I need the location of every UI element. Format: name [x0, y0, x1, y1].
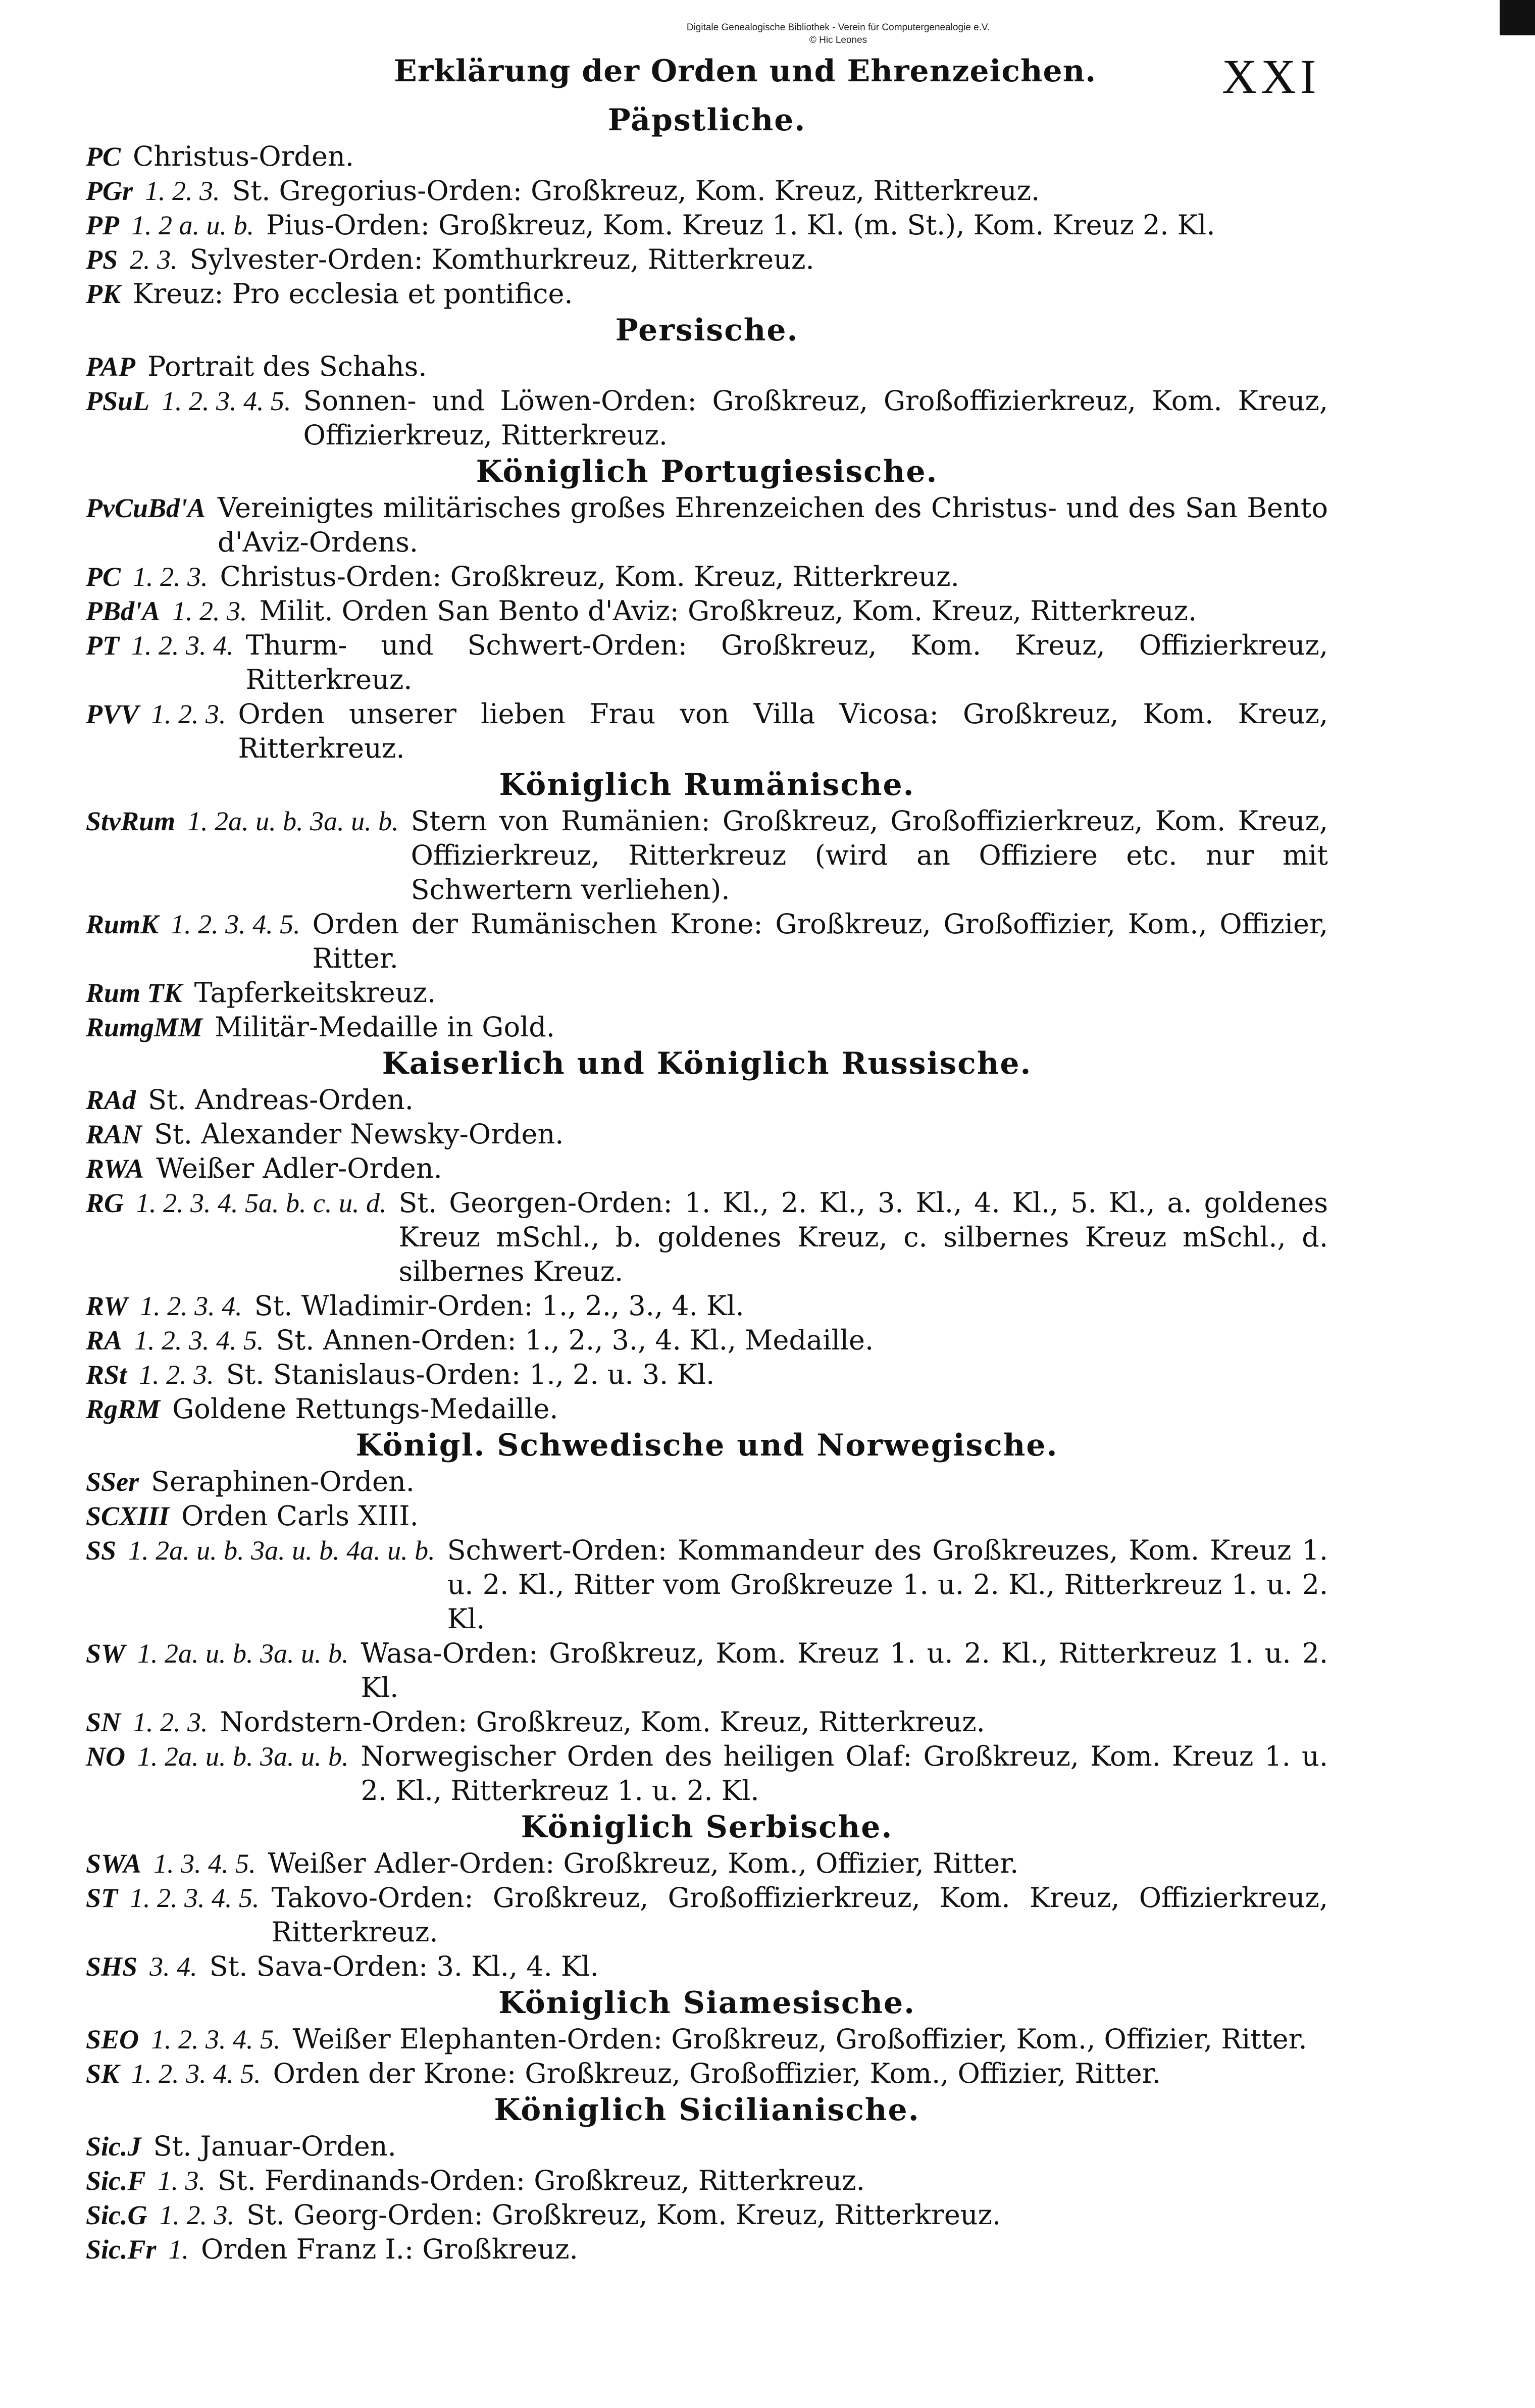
- order-abbreviation: RA: [86, 1325, 123, 1356]
- page-title: Erklärung der Orden und Ehrenzeichen.: [394, 54, 1097, 89]
- order-description: Christus-Orden: Großkreuz, Kom. Kreuz, Ritterkreuz.: [220, 561, 959, 592]
- order-description: St. Georg-Orden: Großkreuz, Kom. Kreuz, Ritterkreuz.: [246, 2199, 1001, 2231]
- order-description: Takovo-Orden: Großkreuz, Großoffizierkreuz, Kom. Kreuz, Offizierkreuz, Ritterkreuz.: [271, 1882, 1328, 1948]
- order-description: St. Annen-Orden: 1., 2., 3., 4. Kl., Medaille.: [276, 1324, 874, 1356]
- order-entry: [86, 1358, 1328, 1392]
- section-heading: Königlich Siamesische.: [498, 1985, 916, 2021]
- section-heading: Königlich Rumänische.: [499, 767, 915, 802]
- order-grades: 1. 2. 3.: [133, 562, 208, 592]
- order-description: Orden Carls XIII.: [181, 1500, 419, 1532]
- order-description: Weißer Adler-Orden: Großkreuz, Kom., Offizier, Ritter.: [268, 1847, 1019, 1879]
- order-description: Militär-Medaille in Gold.: [215, 1011, 555, 1043]
- order-description: Tapferkeitskreuz.: [194, 977, 436, 1009]
- order-description: Weißer Elephanten-Orden: Großkreuz, Großoffizier, Kom., Offizier, Ritter.: [292, 2023, 1307, 2055]
- page-header: [0, 48, 1535, 104]
- order-abbreviation: Rum TK: [86, 978, 182, 1008]
- order-abbreviation: PT: [86, 630, 119, 661]
- order-abbreviation: RAN: [86, 1119, 142, 1149]
- order-entry: [86, 1010, 1328, 1044]
- order-entry: [86, 1739, 1328, 1808]
- order-entry: [86, 804, 1328, 907]
- order-grades: 1. 2. 3. 4. 5.: [162, 386, 291, 416]
- library-watermark: [596, 21, 1081, 46]
- order-grades: 1. 2. 3.: [139, 1360, 214, 1390]
- watermark-line-2: © Hic Leones: [809, 35, 867, 45]
- order-abbreviation: RG: [86, 1188, 124, 1218]
- order-entry: [86, 560, 1328, 594]
- order-description: Portrait des Schahs.: [147, 350, 427, 382]
- order-abbreviation: SWA: [86, 1848, 142, 1879]
- order-entry: [86, 1949, 1328, 1984]
- order-abbreviation: ST: [86, 1883, 118, 1913]
- order-abbreviation: Sic.Fr: [86, 2234, 157, 2265]
- order-description: Seraphinen-Orden.: [151, 1466, 415, 1497]
- watermark-line-1: Digitale Genealogische Bibliothek - Verein für Computergenealogie e.V.: [686, 22, 990, 33]
- section-heading: Kaiserlich und Königlich Russische.: [382, 1046, 1032, 1081]
- order-description: St. Ferdinands-Orden: Großkreuz, Ritterkreuz.: [218, 2165, 865, 2196]
- order-description: Weißer Adler-Orden.: [156, 1152, 442, 1184]
- order-grades: 3. 4.: [149, 1951, 197, 1982]
- order-grades: 1. 2. 3.: [151, 699, 226, 729]
- order-abbreviation: SN: [86, 1707, 121, 1737]
- order-grades: 1. 2. 3. 4.: [140, 1291, 242, 1321]
- order-abbreviation: RAd: [86, 1085, 136, 1115]
- order-grades: 1. 2. 3.: [133, 1707, 208, 1737]
- order-grades: 1. 2. 3. 4.: [131, 630, 234, 661]
- order-entry: [86, 2232, 1328, 2267]
- order-grades: 1. 2. 3.: [159, 2200, 234, 2230]
- order-abbreviation: PK: [86, 279, 121, 309]
- order-abbreviation: StvRum: [86, 806, 176, 836]
- order-grades: 1. 2a. u. b. 3a. u. b.: [137, 1638, 349, 1669]
- order-description: St. Sava-Orden: 3. Kl., 4. Kl.: [209, 1950, 599, 1982]
- order-description: St. Stanislaus-Orden: 1., 2. u. 3. Kl.: [226, 1359, 715, 1390]
- order-abbreviation: RumK: [86, 909, 159, 939]
- order-entry: [86, 1289, 1328, 1323]
- order-entry: [86, 697, 1328, 766]
- order-description: Pius-Orden: Großkreuz, Kom. Kreuz 1. Kl. (m. St.), Kom. Kreuz 2. Kl.: [266, 209, 1215, 241]
- order-abbreviation: RW: [86, 1291, 128, 1321]
- order-abbreviation: RWA: [86, 1153, 144, 1184]
- order-description: Sylvester-Orden: Komthurkreuz, Ritterkreuz.: [189, 243, 814, 275]
- order-grades: 1. 2a. u. b. 3a. u. b.: [137, 1741, 349, 1772]
- order-abbreviation: PC: [86, 141, 121, 172]
- order-grades: 1. 2. 3. 4. 5.: [151, 2024, 281, 2054]
- order-description: St. Georgen-Orden: 1. Kl., 2. Kl., 3. Kl., 4. Kl., 5. Kl., a. goldenes Kreuz mSchl., b. goldenes Kreuz, c. silbernes Kreuz mSchl., d. silbernes Kreuz.: [398, 1187, 1328, 1287]
- order-description: Sonnen- und Löwen-Orden: Großkreuz, Großoffizierkreuz, Kom. Kreuz, Offizierkreuz, Ritterkreuz.: [303, 385, 1328, 451]
- order-abbreviation: SSer: [86, 1467, 139, 1497]
- order-entry: [86, 208, 1328, 242]
- order-grades: 1.: [168, 2234, 189, 2265]
- order-entry: [86, 1846, 1328, 1881]
- order-description: Milit. Orden San Bento d'Aviz: Großkreuz, Kom. Kreuz, Ritterkreuz.: [259, 595, 1197, 627]
- order-abbreviation: PVV: [86, 699, 139, 729]
- order-entry: [86, 2164, 1328, 2198]
- order-description: Stern von Rumänien: Großkreuz, Großoffizierkreuz, Kom. Kreuz, Offizierkreuz, Ritterkreuz (wird an Offiziere etc. nur mit Schwertern verliehen).: [411, 805, 1328, 906]
- order-abbreviation: SS: [86, 1535, 117, 1566]
- order-abbreviation: PC: [86, 562, 121, 592]
- order-description: Wasa-Orden: Großkreuz, Kom. Kreuz 1. u. 2. Kl., Ritterkreuz 1. u. 2. Kl.: [361, 1637, 1328, 1703]
- order-abbreviation: SK: [86, 2059, 120, 2089]
- order-grades: 1. 2. 3. 4. 5a. b. c. u. d.: [136, 1188, 387, 1218]
- order-entry: [86, 1083, 1328, 1117]
- order-abbreviation: SEO: [86, 2024, 139, 2054]
- order-grades: 1. 2a. u. b. 3a. u. b.: [187, 806, 399, 836]
- order-entry: [86, 2129, 1328, 2164]
- section-heading: Königlich Sicilianische.: [494, 2092, 920, 2128]
- order-grades: 1. 2a. u. b. 3a. u. b. 4a. u. b.: [128, 1535, 435, 1566]
- order-entry: [86, 976, 1328, 1010]
- order-abbreviation: PSuL: [86, 386, 150, 416]
- order-abbreviation: RSt: [86, 1360, 127, 1390]
- order-abbreviation: RumgMM: [86, 1012, 203, 1042]
- order-description: St. Alexander Newsky-Orden.: [154, 1118, 564, 1150]
- order-description: St. Andreas-Orden.: [148, 1084, 414, 1116]
- section-heading: Königl. Schwedische und Norwegische.: [355, 1428, 1058, 1463]
- order-grades: 1. 3.: [158, 2166, 206, 2196]
- section-heading: Päpstliche.: [607, 103, 806, 138]
- order-entry: [86, 242, 1328, 277]
- order-entry: [86, 1465, 1328, 1499]
- order-entry: [86, 1186, 1328, 1289]
- order-abbreviation: Sic.J: [86, 2131, 141, 2162]
- order-entry: [86, 1881, 1328, 1949]
- order-description: Orden Franz I.: Großkreuz.: [201, 2233, 578, 2265]
- order-description: Thurm- und Schwert-Orden: Großkreuz, Kom. Kreuz, Offizierkreuz, Ritterkreuz.: [245, 629, 1328, 695]
- order-abbreviation: PBd'A: [86, 596, 161, 626]
- order-abbreviation: SW: [86, 1638, 126, 1669]
- order-entry: [86, 1499, 1328, 1533]
- order-entry: [86, 1151, 1328, 1186]
- order-description: Schwert-Orden: Kommandeur des Großkreuzes, Kom. Kreuz 1. u. 2. Kl., Ritter vom Großkreuze 1. u. 2. Kl., Ritterkreuz 1. u. 2. Kl.: [447, 1534, 1328, 1635]
- order-description: Norwegischer Orden des heiligen Olaf: Großkreuz, Kom. Kreuz 1. u. 2. Kl., Ritterkreuz 1. u. 2. Kl.: [361, 1740, 1328, 1807]
- order-abbreviation: SHS: [86, 1951, 138, 1982]
- order-entry: [86, 628, 1328, 697]
- order-grades: 1. 2. 3. 4. 5.: [134, 1325, 264, 1356]
- order-grades: 1. 2. 3.: [145, 176, 220, 206]
- order-entry: [86, 907, 1328, 976]
- order-grades: 1. 2. 3. 4. 5.: [131, 2059, 261, 2089]
- order-entry: [86, 1117, 1328, 1151]
- scan-corner-mark: [1500, 0, 1535, 35]
- order-description: Goldene Rettungs-Medaille.: [172, 1393, 558, 1425]
- order-description: Orden der Krone: Großkreuz, Großoffizier, Kom., Offizier, Ritter.: [273, 2058, 1161, 2089]
- order-description: Orden der Rumänischen Krone: Großkreuz, Großoffizier, Kom., Offizier, Ritter.: [312, 908, 1328, 974]
- order-entry: [86, 491, 1328, 560]
- page-number: XXI: [1222, 49, 1320, 104]
- order-abbreviation: PP: [86, 210, 119, 240]
- order-abbreviation: PvCuBd'A: [86, 493, 206, 523]
- order-entry: [86, 1323, 1328, 1358]
- order-abbreviation: NO: [86, 1741, 125, 1772]
- order-entry: [86, 384, 1328, 453]
- order-abbreviation: PS: [86, 244, 118, 275]
- order-entry: [86, 594, 1328, 628]
- order-entry: [86, 349, 1328, 384]
- order-entry: [86, 277, 1328, 311]
- order-description: Kreuz: Pro ecclesia et pontifice.: [133, 278, 573, 310]
- order-description: St. Januar-Orden.: [153, 2130, 396, 2162]
- order-description: Nordstern-Orden: Großkreuz, Kom. Kreuz, Ritterkreuz.: [220, 1706, 985, 1738]
- order-entry: [86, 2056, 1328, 2091]
- order-entry: [86, 174, 1328, 208]
- order-grades: 1. 2. 3.: [172, 596, 247, 626]
- order-abbreviation: PAP: [86, 352, 135, 382]
- order-description: Orden unserer lieben Frau von Villa Vicosa: Großkreuz, Kom. Kreuz, Ritterkreuz.: [238, 698, 1328, 764]
- order-abbreviation: Sic.F: [86, 2166, 146, 2196]
- order-abbreviation: PGr: [86, 176, 133, 206]
- order-entry: [86, 1533, 1328, 1636]
- order-grades: 2. 3.: [130, 244, 178, 275]
- order-grades: 1. 2 a. u. b.: [131, 210, 254, 240]
- section-heading: Persische.: [615, 313, 799, 348]
- order-grades: 1. 3. 4. 5.: [154, 1848, 256, 1879]
- section-heading: Königlich Portugiesische.: [476, 454, 938, 489]
- order-description: Vereinigtes militärisches großes Ehrenzeichen des Christus- und des San Bento d'Aviz-Ordens.: [218, 492, 1328, 558]
- order-entry: [86, 1392, 1328, 1426]
- section-heading: Königlich Serbische.: [521, 1810, 893, 1845]
- order-description: St. Gregorius-Orden: Großkreuz, Kom. Kreuz, Ritterkreuz.: [232, 175, 1040, 207]
- order-abbreviation: Sic.G: [86, 2200, 147, 2230]
- order-entry: [86, 1705, 1328, 1739]
- order-description: Christus-Orden.: [133, 140, 354, 172]
- order-entry: [86, 2022, 1328, 2056]
- orders-list: [86, 101, 1328, 2267]
- order-entry: [86, 1636, 1328, 1705]
- order-abbreviation: RgRM: [86, 1394, 161, 1424]
- order-entry: [86, 2198, 1328, 2232]
- order-description: St. Wladimir-Orden: 1., 2., 3., 4. Kl.: [254, 1290, 744, 1322]
- order-entry: [86, 139, 1328, 174]
- order-abbreviation: SCXIII: [86, 1501, 170, 1531]
- order-grades: 1. 2. 3. 4. 5.: [171, 909, 300, 939]
- order-grades: 1. 2. 3. 4. 5.: [130, 1883, 260, 1913]
